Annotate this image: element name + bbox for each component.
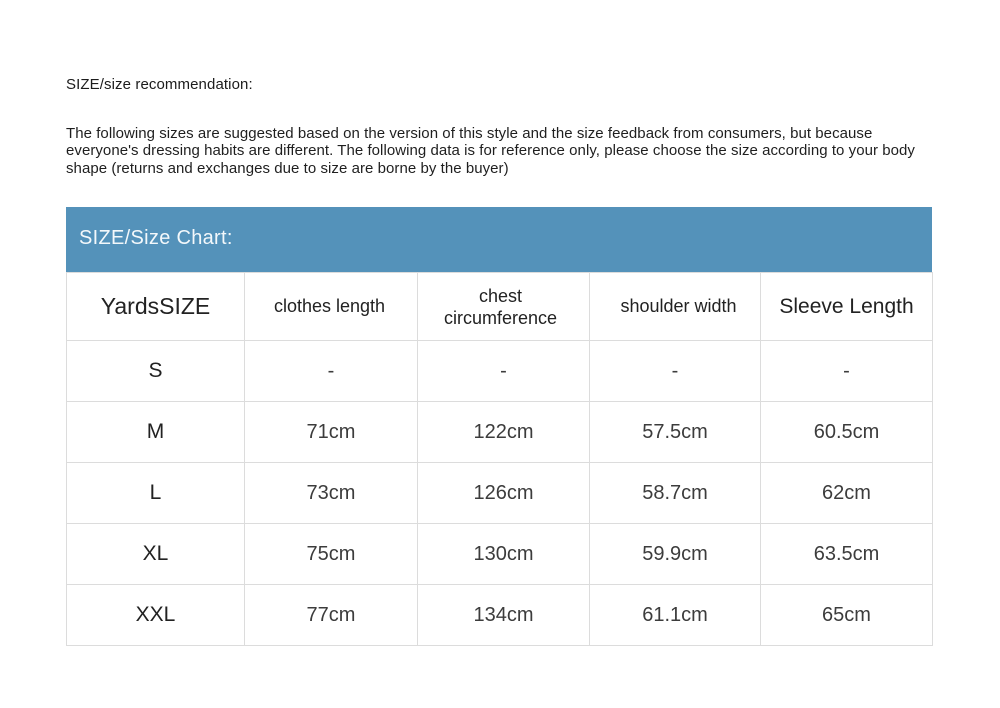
clothes-length-value: 71cm: [245, 402, 418, 463]
size-label: XXL: [67, 585, 245, 646]
table-row-m: [67, 402, 933, 463]
shoulder-value: 59.9cm: [590, 524, 761, 585]
shoulder-value: 57.5cm: [590, 402, 761, 463]
table-header-row: [67, 273, 933, 341]
shoulder-value: 58.7cm: [590, 463, 761, 524]
clothes-length-value: 75cm: [245, 524, 418, 585]
chest-value: -: [418, 341, 590, 402]
clothes-length-value: -: [245, 341, 418, 402]
size-guide-section: [66, 0, 938, 708]
table-row-xl: [67, 524, 933, 585]
column-header-clothes-length: clothes length: [245, 273, 418, 341]
shoulder-value: 61.1cm: [590, 585, 761, 646]
clothes-length-value: 73cm: [245, 463, 418, 524]
column-header-chest-circumference: chest circumference: [418, 273, 590, 341]
sleeve-value: 65cm: [761, 585, 933, 646]
size-chart-table: [66, 272, 933, 646]
size-recommendation-description: The following sizes are suggested based on the version of this style and the size feedback from consumers, but because everyone's dressing habits are different. The following data is for reference only, please choose the size according to your body shape (returns and exchanges due to size are borne by the buyer): [66, 125, 915, 177]
chest-value: 122cm: [418, 402, 590, 463]
size-label: S: [67, 341, 245, 402]
column-header-shoulder-width: shoulder width: [590, 273, 761, 341]
column-header-sleeve-length: Sleeve Length: [761, 273, 933, 341]
table-row-l: [67, 463, 933, 524]
clothes-length-value: 77cm: [245, 585, 418, 646]
size-recommendation-heading: SIZE/size recommendation:: [66, 76, 253, 93]
shoulder-value: -: [590, 341, 761, 402]
column-header-size: YardsSIZE: [67, 273, 245, 341]
sleeve-value: -: [761, 341, 933, 402]
chest-value: 126cm: [418, 463, 590, 524]
size-label: L: [67, 463, 245, 524]
sleeve-value: 63.5cm: [761, 524, 933, 585]
size-chart-banner-title: SIZE/Size Chart:: [79, 227, 233, 249]
table-row-xxl: [67, 585, 933, 646]
size-chart-banner: [66, 207, 932, 272]
size-label: M: [67, 402, 245, 463]
chest-value: 134cm: [418, 585, 590, 646]
chest-value: 130cm: [418, 524, 590, 585]
sleeve-value: 60.5cm: [761, 402, 933, 463]
sleeve-value: 62cm: [761, 463, 933, 524]
table-row-s: [67, 341, 933, 402]
size-label: XL: [67, 524, 245, 585]
